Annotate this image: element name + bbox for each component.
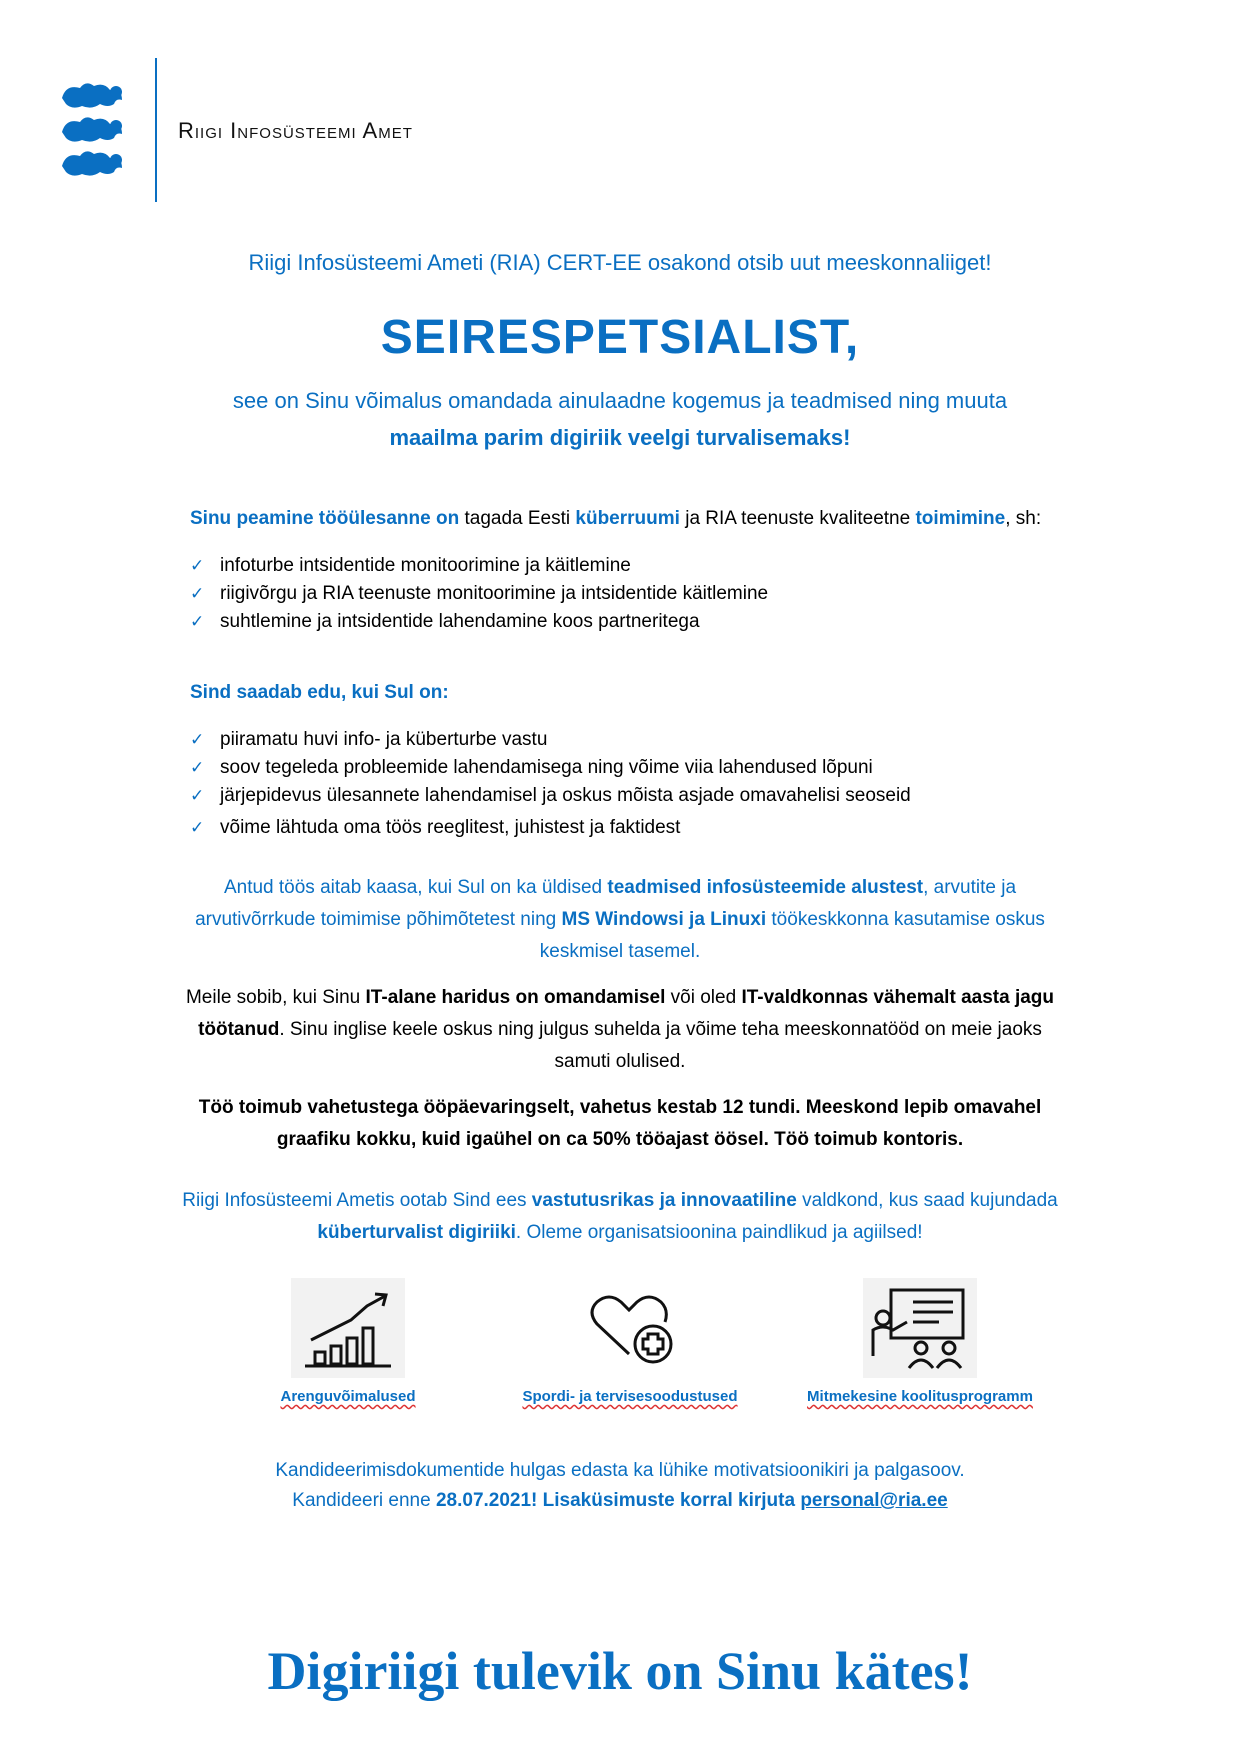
- main-task-bold-2: toimimine: [915, 508, 1006, 529]
- list-item-text: järjepidevus ülesannete lahendamisel ja oskus mõista asjade omavahelisi seoseid: [220, 785, 911, 806]
- application-note: Kandideerimisdokumentide hulgas edasta ka lühike motivatsioonikiri ja palgasoov.: [275, 1460, 965, 1481]
- checkmark-icon: ✓: [190, 786, 205, 805]
- education-text-1: Meile sobib, kui Sinu: [185, 987, 366, 1008]
- main-task-text-1: tagada Eesti: [459, 508, 576, 529]
- list-item-text: piiramatu huvi info- ja küberturbe vastu: [220, 729, 548, 750]
- growth-chart-icon: [291, 1278, 405, 1378]
- knowledge-paragraph: [170, 872, 1070, 968]
- knowledge-bold-1: teadmised infosüsteemide alustest: [607, 877, 924, 898]
- heart-plus-icon: [573, 1278, 687, 1378]
- offer-paragraph: [170, 1185, 1070, 1249]
- education-bold-2: IT-valdkonnas vähemalt aasta jagu töötanud: [198, 987, 1055, 1040]
- knowledge-bold-2: MS Windowsi ja Linuxi: [561, 909, 767, 930]
- benefit-label: Spordi- ja tervisesoodustused: [522, 1388, 738, 1405]
- knowledge-text-2: , arvutite ja arvutivõrrkude toimimise põhimõtetest ning: [195, 877, 1017, 930]
- education-paragraph: [170, 982, 1070, 1078]
- list-item-text: võime lähtuda oma töös reeglitest, juhistest ja faktidest: [220, 817, 681, 838]
- main-task-line: [190, 508, 1130, 530]
- list-item-text: suhtlemine ja intsidentide lahendamine koos partneritega: [220, 611, 700, 632]
- checkmark-icon: ✓: [190, 584, 205, 603]
- education-text-3: . Sinu inglise keele oskus ning julgus suhelda ja võime teha meeskonnatööd on meie jaoks samuti olulised.: [279, 1019, 1042, 1072]
- contact-email-link[interactable]: personal@ria.ee: [800, 1490, 948, 1511]
- header-divider: [155, 58, 157, 202]
- list-item: [190, 580, 1130, 608]
- deadline-text: Kandideeri enne: [292, 1490, 436, 1511]
- list-item: [190, 754, 1130, 782]
- list-item-text: riigivõrgu ja RIA teenuste monitoorimine ja intsidentide käitlemine: [220, 583, 769, 604]
- list-item-text: soov tegeleda probleemide lahendamisega ning võime viia lahendused lõpuni: [220, 757, 873, 778]
- offer-text-3: . Oleme organisatsioonina paindlikud ja agiilsed!: [515, 1222, 923, 1243]
- deadline-bold: 28.07.2021! Lisaküsimuste korral kirjuta: [435, 1490, 801, 1511]
- task-list: [190, 552, 1130, 636]
- checkmark-icon: ✓: [190, 556, 205, 575]
- schedule-paragraph: Töö toimub vahetustega ööpäevaringselt, vahetus kestab 12 tundi. Meeskond lepib omavahel graafiku kokku, kuid igaühel on ca 50% tööajast öösel. Töö toimub kontoris.: [198, 1097, 1042, 1150]
- benefit-development: [258, 1278, 438, 1405]
- subtitle-line-2: maailma parim digiriik veelgi turvalisemaks!: [389, 425, 851, 450]
- benefit-health: [480, 1278, 780, 1405]
- offer-bold-2: küberturvalist digiriiki: [317, 1222, 516, 1243]
- checkmark-icon: ✓: [190, 730, 205, 749]
- list-item-text: infoturbe intsidentide monitoorimine ja käitlemine: [220, 555, 631, 576]
- list-item: [190, 782, 1130, 810]
- org-name: Riigi Infosüsteemi Amet: [178, 118, 413, 143]
- intro-text: Riigi Infosüsteemi Ameti (RIA) CERT-EE osakond otsib uut meeskonnaliiget!: [248, 250, 992, 275]
- offer-text-1: Riigi Infosüsteemi Ametis ootab Sind ees: [182, 1190, 532, 1211]
- checkmark-icon: ✓: [190, 818, 205, 837]
- main-task-bold-1: küberruumi: [575, 508, 680, 529]
- subtitle-line-1: see on Sinu võimalus omandada ainulaadne kogemus ja teadmised ning muuta: [232, 388, 1008, 413]
- education-bold-1: IT-alane haridus on omandamisel: [365, 987, 666, 1008]
- benefit-label: Arenguvõimalused: [280, 1388, 416, 1405]
- slogan: Digiriigi tulevik on Sinu kätes!: [267, 1641, 973, 1701]
- list-item: [190, 726, 1130, 754]
- page-title: SEIRESPETSIALIST,: [380, 311, 860, 364]
- main-task-lead: Sinu peamine tööülesanne on: [190, 508, 460, 529]
- checkmark-icon: ✓: [190, 758, 205, 777]
- offer-text-2: valdkond, kus saad kujundada: [796, 1190, 1058, 1211]
- knowledge-text-1: Antud töös aitab kaasa, kui Sul on ka üldised: [223, 877, 608, 898]
- requirements-heading: Sind saadab edu, kui Sul on:: [190, 682, 449, 703]
- knowledge-text-3: töökeskkonna kasutamise oskus keskmisel tasemel.: [539, 909, 1045, 962]
- benefit-training: [780, 1278, 1060, 1405]
- presentation-icon: [863, 1278, 977, 1378]
- main-task-text-2: ja RIA teenuste kvaliteetne: [679, 508, 916, 529]
- education-text-2: või oled: [665, 987, 742, 1008]
- list-item: [190, 814, 1130, 842]
- requirements-list: [190, 726, 1130, 842]
- deadline-line: [0, 1490, 1240, 1512]
- benefit-label: Mitmekesine koolitusprogramm: [807, 1388, 1033, 1405]
- list-item: [190, 608, 1130, 636]
- coat-of-arms-logo: [56, 78, 128, 182]
- checkmark-icon: ✓: [190, 612, 205, 631]
- main-task-text-3: , sh:: [1005, 508, 1042, 529]
- offer-bold-1: vastutusrikas ja innovaatiline: [531, 1190, 797, 1211]
- list-item: [190, 552, 1130, 580]
